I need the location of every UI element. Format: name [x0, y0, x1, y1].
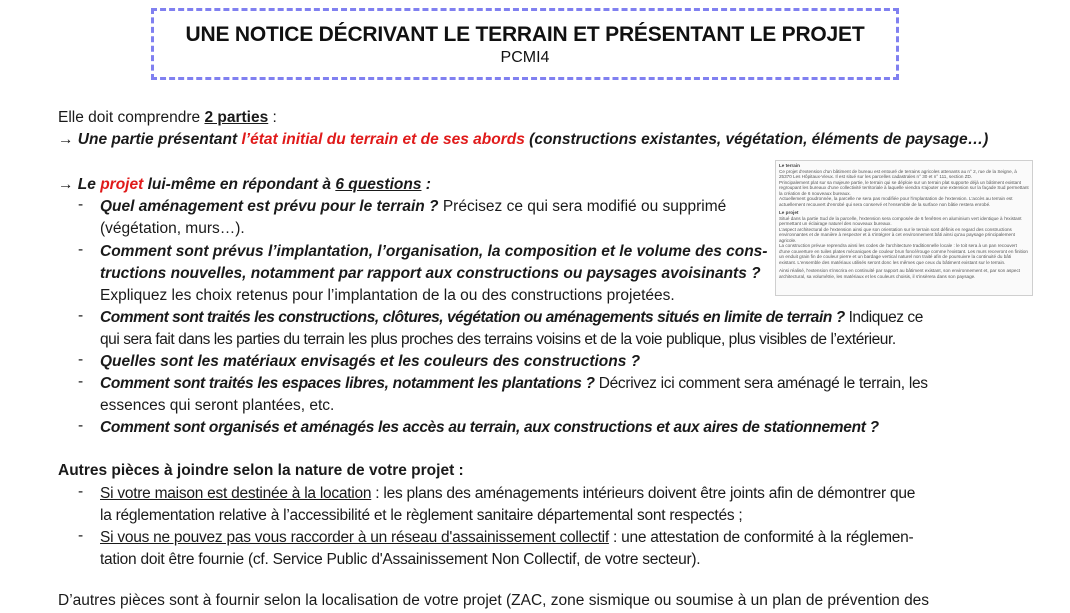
- intro-line: [58, 107, 277, 130]
- document-code: PCMI4: [500, 49, 550, 66]
- part1-highlight: l’état initial du terrain et de ses abords: [241, 131, 525, 148]
- question-1-line-2: (végétation, murs…).: [100, 220, 245, 237]
- intro-emphasis: 2 parties: [204, 109, 269, 126]
- inset-projet-heading: Le projet: [779, 210, 799, 215]
- bullet: -: [78, 417, 84, 434]
- question-6-line-1: Comment sont organisés et aménagés les accès au terrain, aux constructions et aux aires de stationnement ?: [100, 419, 879, 436]
- other-doc-2-text: : une attestation de conformité à la réglemen-: [608, 529, 914, 546]
- intro-suffix: :: [268, 109, 277, 126]
- other-doc-2-line-1: [100, 527, 913, 550]
- bullet: -: [78, 307, 84, 324]
- question-3-bold: Comment sont traités les constructions, clôtures, végétation ou aménagements situés en limite de terrain ?: [100, 309, 845, 326]
- question-4-line-1: Quelles sont les matériaux envisagés et les couleurs des constructions ?: [100, 353, 641, 370]
- example-notice-thumbnail: [775, 160, 1033, 296]
- inset-projet-p4: Ainsi réalisé, l'extension s'inscrira en continuité par rapport au bâtiment existant, son environnement et, par son aspect architectural, sa volumétrie, les matériaux et les couleurs choisis, il s'insèrera dans son paysage.: [779, 268, 1021, 279]
- inset-projet-p2: L'aspect architectural de l'extension ainsi que son orientation sur le terrain sont définis en regard des constructions environnantes et de manière à respecter et à s'intégrer à cet environnement bâti ainsi qu'au paysage principalement agricole.: [779, 226, 1015, 243]
- part2-mid: lui-même en répondant à: [143, 176, 336, 193]
- part2-highlight: projet: [100, 176, 144, 193]
- part2-tail: :: [421, 176, 431, 193]
- question-2-line-2: tructions nouvelles, notamment par rapport aux constructions ou paysages avoisinants ?: [100, 265, 761, 282]
- part1-line: [58, 129, 988, 152]
- inset-terrain-p1: Ce projet d'extension d'un bâtiment de bureau est entouré de terrains agricoles attenants au n° 2, rue de la Seigne, à 25370 Les Hôpitaux-Vieux. Il est situé sur les parcelles cadastrales n° 30 et n° 111, section ZD.: [779, 168, 1017, 179]
- inset-terrain-p3: Actuellement goudronnée, la parcelle ne sera pas modifiée pour l'implantation de l'extension. L'accès au terrain est actuellement recouvert d'enrobé qui sera conservé et l'ensemble de la surface non bâtie restera enrobé.: [779, 196, 1013, 207]
- question-1-text: Précisez ce qui sera modifié ou supprimé: [438, 198, 727, 215]
- other-doc-2-condition: Si vous ne pouvez pas vous raccorder à un réseau d'assainissement collectif: [100, 529, 609, 546]
- question-3-text: Indiquez ce: [844, 309, 923, 326]
- question-2-line-3: Expliquez les choix retenus pour l’implantation de la ou des constructions projetées.: [100, 287, 675, 304]
- footer-partial-line: D’autres pièces sont à fournir selon la localisation de votre projet (ZAC, zone sismique ou soumise à un plan de prévention des: [58, 592, 930, 609]
- question-5-line-1: [100, 373, 928, 396]
- bullet: -: [78, 483, 84, 500]
- part1-tail: (constructions existantes, végétation, éléments de paysage…): [524, 131, 989, 148]
- question-5-bold: Comment sont traités les espaces libres, notamment les plantations ?: [100, 375, 595, 392]
- arrow-icon: →: [58, 131, 74, 148]
- other-doc-1-line-1: [100, 483, 915, 506]
- title-box: [151, 8, 899, 80]
- part2-count: 6 questions: [335, 176, 422, 193]
- part2-line: [58, 174, 431, 197]
- other-docs-heading: Autres pièces à joindre selon la nature de votre projet :: [58, 462, 464, 479]
- question-2-line-1: Comment sont prévus l’implantation, l’organisation, la composition et le volume des cons-: [100, 243, 768, 260]
- document-title: UNE NOTICE DÉCRIVANT LE TERRAIN ET PRÉSENTANT LE PROJET: [185, 23, 865, 46]
- part1-lead: Une partie présentant: [73, 131, 242, 148]
- question-1-bold: Quel aménagement est prévu pour le terrain ?: [100, 198, 439, 215]
- other-doc-1-line-2: la réglementation relative à l’accessibilité et le règlement sanitaire départemental sont respectés ;: [100, 507, 743, 524]
- bullet: -: [78, 196, 84, 213]
- question-5-line-2: essences qui seront plantées, etc.: [100, 397, 335, 414]
- bullet: -: [78, 351, 84, 368]
- other-doc-2-line-2: tation doit être fournie (cf. Service Public d'Assainissement Non Collectif, de votre secteur).: [100, 551, 701, 568]
- question-3-line-1: [100, 307, 923, 330]
- intro-prefix: Elle doit comprendre: [58, 109, 205, 126]
- arrow-icon: →: [58, 176, 74, 193]
- question-5-text: Décrivez ici comment sera aménagé le terrain, les: [594, 375, 928, 392]
- inset-terrain-p2: Principalement plat sur sa majeure partie, le terrain qui se déploie sur un terrain plat supporte déjà un bâtiment existant regroupant les bureaux d'une collectivité territoriale à laquelle viendra s'ajouter une extension sur la façade Sud permettant la création de 6 nouveaux bureaux.: [779, 179, 1029, 196]
- question-1-line-1: [100, 196, 726, 219]
- inset-projet-p1: Situé dans la partie Sud de la parcelle, l'extension sera composée de 6 fenêtres en aluminium vert identique à l'existant permettant un éclairage naturel des nouveaux bureaux.: [779, 215, 1022, 226]
- inset-terrain-heading: Le terrain: [779, 163, 800, 168]
- bullet: -: [78, 373, 84, 390]
- other-doc-1-text: : les plans des aménagements intérieurs doivent être joints afin de démontrer que: [371, 485, 916, 502]
- inset-projet-p3: La construction prévue reprendra ainsi les codes de l'architecture traditionnelle locale : le toit sera à un pan recouvert d'une couverture en tuiles plates mécaniques de couleur brun foncé/rouge comme l'existant. Les murs recevront en finition un enduit grain fin de couleur pierre et un bardage vertical naturel non traité afin de poursuivre la continuité du bâti existant. L'ensemble des matériaux utilisés seront donc les mêmes que ceux du bâtiment existant sur le terrain.: [779, 243, 1028, 265]
- question-3-line-2: qui sera fait dans les parties du terrain les plus proches des terrains voisins et de la voie publique, plus visibles de l’extérieur.: [100, 331, 896, 348]
- bullet: -: [78, 241, 84, 258]
- part2-lead: Le: [73, 176, 101, 193]
- other-doc-1-condition: Si votre maison est destinée à la location: [100, 485, 372, 502]
- bullet: -: [78, 527, 84, 544]
